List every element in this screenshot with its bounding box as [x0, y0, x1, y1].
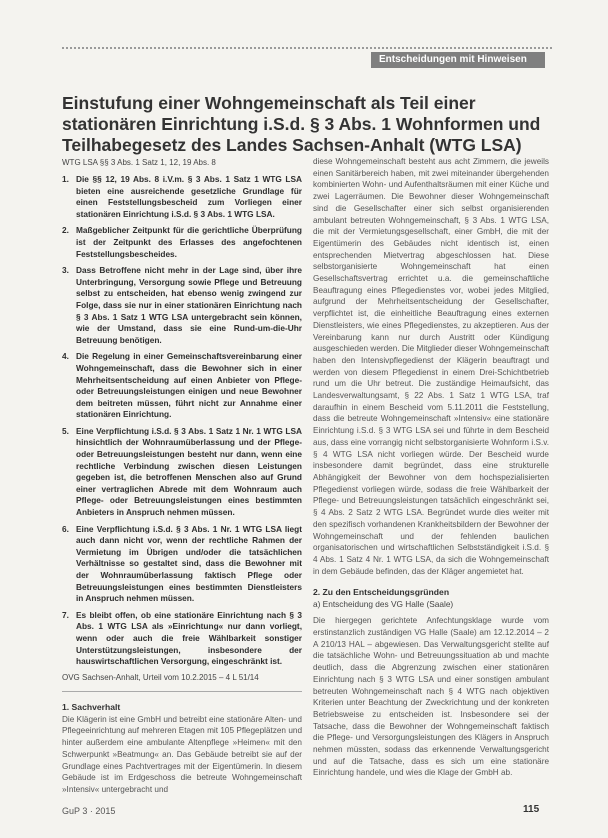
headnote: 2. Maßgeblicher Zeitpunkt für die gerichtliche Überprüfung ist der Zeitpunkt des Erlasses des angefochtenen Feststellungsbescheides.	[62, 225, 302, 259]
statute-citation: WTG LSA §§ 3 Abs. 1 Satz 1, 12, 19 Abs. 8	[62, 158, 216, 167]
left-column	[62, 174, 302, 796]
body-paragraph: diese Wohngemeinschaft besteht aus acht Zimmern, die jeweils einen Sanitärbereich haben, mit zwei miteinander übergehenden kombinierten Wohn- und Aufenthaltsräumen mit einer Küche und zwei Lagerräumen. Die Bewohner dieser Wohngemeinschaft sind die Gesellschafter einer sich selbst organisierenden ambulant betreuten Wohngemeinschaft, § 3 Abs. 1 WTG LSA, die mit der Vermietungsgesellschaft, einer GmbH, die mit der Eigentümerin des Gebäudes nicht identisch ist, einen entsprechenden Mietvertrag abgeschlossen hat. Diese selbstorganisierte Wohngemeinschaft hat einen Gesellschaftsvertrag errichtet u.a. die gemeinschaftliche Beauftragung eines Pflegedienstes vor, wobei jedes Mitglied, aufgrund der Mehrheitsentscheidung der Gesellschafter, verpflichtet ist, die einheitliche Beauftragung eines externen Dienstleisters, wie eines Pflegedienstes, zu akzeptieren. Aus der Vereinbarung kann nur durch Austritt oder Kündigung ausgeschieden werden. Die Mitglieder dieser Wohngemeinschaft haben den Intensivpflegedienst der Klägerin beauftragt und werden von diesem Pflegedienst in einem Drei-Schichtbetrieb rund um die Uhr betreut. Die zuständige Heimaufsicht, das Landesverwaltungsamt, § 22 Abs. 1 Satz 1 WTG LSA, traf daraufhin in einem Bescheid vom 5.11.2011 die Feststellung, dass die betreute Wohngemeinschaft »Intensiv« eine stationäre Einrichtung i.S.d. § 3 WTG LSA sei und führte in dem Bescheid aus, dass eine vorrangig nicht selbstorganisierte Wohnform i.S.v. § 4 WTG LSA nicht vorliegen würde. Der Bescheid wurde insbesondere damit begründet, dass eine strukturelle Abhängigkeit der Bewohner von dem hochspezialisierten Pflegedienst vorliegen würde, sodass die freie Wählbarkeit der Pflege- und Betreuungsleistungen tatsächlich eingeschränkt sei, § 4 Abs. 2 Satz 2 WTG LSA. Begründet wurde dies weiter mit den spezifisch vorhandenen Krankheitsbildern der Bewohner der Wohngemeinschaft und der fehlenden baulichen organisatorischen und wirtschaftlichen Selbstständigkeit i.S.d. § 4 Abs. 1 Satz 4 Nr. 1 WTG LSA, da sich die Wohngemeinschaft in dem Gebäude befinden, das der Kläger angemietet hat.	[313, 157, 549, 576]
headnote: 4. Die Regelung in einer Gemeinschaftsvereinbarung einer Wohngemeinschaft, dass die Bewohner sich in einer Mehrheitsentscheidung auf einen Anbieter von Pflege- oder Betreuungsleistungen einigen und neue Bewohner dem beitreten müssen, führt nicht zur Annahme einer stationären Einrichtung.	[62, 351, 302, 420]
headnote: 3. Dass Betroffene nicht mehr in der Lage sind, über ihre Unterbringung, Versorgung sowie Pflege und Betreuung selbst zu entscheiden, hat ebenso wenig zwingend zur Folge, dass sie nur in einer stationären Einrichtung nach § 3 Abs. 1 Satz 1 WTG LSA untergebracht sein können, wie der Umstand, dass sie eine Rund-um-die-Uhr Betreuung benötigen.	[62, 265, 302, 345]
body-paragraph: Die hiergegen gerichtete Anfechtungsklage wurde vom erstinstanzlich zuständigen VG Halle (Saale) am 12.12.2014 – 2 A 210/13 HAL – abgewiesen. Das Verwaltungsgericht stellte auf die tatsächliche Wohn- und Betreuungssituation ab und machte deutlich, dass die Abgrenzung zwischen einer stationären Einrichtung nach § 3 WTG LSA und einer sonstigen ambulant betreuten Wohngemeinschaft nach § 4 WTG nach objektiven Kriterien unter Beachtung der Zweckrichtung und der konkreten Betriebsweise zu entscheiden ist. Insbesondere sei der Tatsache, dass die Bewohner der Wohngemeinschaft faktisch die Pflege- und Versorgungsleistungen des Klägers in Anspruch nehmen müssten, sodass das erkennende Verwaltungsgericht und auf die Tatsache, dass es sich um eine stationäre Einrichtung handele, und wies die Klage der GmbH ab.	[313, 616, 549, 778]
headnotes-list	[62, 174, 302, 668]
headnote: 1. Die §§ 12, 19 Abs. 8 i.V.m. § 3 Abs. 1 Satz 1 WTG LSA bieten eine ausreichende gesetzliche Grundlage für einen Feststellungsbescheid zum Vorliegen einer stationären Einrichtung i.S.d. § 3 Abs. 1 WTG LSA.	[62, 174, 302, 219]
divider	[62, 691, 302, 692]
facts-paragraph: Die Klägerin ist eine GmbH und betreibt eine stationäre Alten- und Pflegeeinrichtung auf mehreren Etagen mit 105 Pflegeplätzen und hinter außerdem eine ambulante Altenpflege »Heimen« mit den Schwerpunkt »Beatmung« an. Das Gebäude betreibt sie auf der Grundlage eines Pachtvertrages mit der Eigentümerin. In diesem Gebäude ist im Erdgeschoss die betreute Wohngemeinschaft »Intensiv« untergebracht und	[62, 714, 302, 794]
article-title: Einstufung einer Wohngemeinschaft als Teil einer stationären Einrichtung i.S.d. § 3 Abs. 1 Wohnformen und Teilhabegesetz des Landes Sachsen-Anhalt (WTG LSA)	[62, 93, 541, 155]
subsection-heading: a) Entscheidung des VG Halle (Saale)	[313, 599, 454, 610]
headnote: 6. Eine Verpflichtung i.S.d. § 3 Abs. 1 Nr. 1 WTG LSA liegt auch dann nicht vor, wenn der rechtliche Rahmen der Vermietung im Übrigen und/oder die tatsächlichen Verhältnisse so gestaltet sind, dass die Bewohner mit der Wohnraumüberlassung faktisch Pflege oder Betreuungsleistungen eines bestimmten Dienstleisters in Anspruch nehmen müssen.	[62, 523, 302, 604]
section-heading-reasons: 2. Zu den Entscheidungsgründen	[313, 587, 450, 598]
top-rule	[62, 47, 552, 49]
decision-source: OVG Sachsen-Anhalt, Urteil vom 10.2.2015 – 4 L 51/14	[62, 672, 259, 682]
page-number: 115	[523, 804, 540, 815]
right-column	[313, 156, 549, 779]
section-label: Entscheidungen mit Hinweisen	[371, 52, 545, 68]
headnote: 5. Eine Verpflichtung i.S.d. § 3 Abs. 1 Satz 1 Nr. 1 WTG LSA hinsichtlich der Wohnraumüberlassung und der Pflege- oder Betreuungsleistungen besteht nur dann, wenn eine rechtliche Verbindung zwischen diesen Leistungen gegeben ist, die betroffenen Menschen also auf Grund einer vertraglichen Abrede mit dem Wohnraum auch Pflege- oder Betreuungsleistungen eines bestimmten Anbieters in Anspruch nehmen müssen.	[62, 425, 302, 518]
journal-footer: GuP 3 · 2015	[62, 806, 116, 816]
section-heading-facts: 1. Sachverhalt	[62, 701, 121, 712]
headnote: 7. Es bleibt offen, ob eine stationäre Einrichtung nach § 3 Abs. 1 WTG LSA als »Einrichtung« nur dann vorliegt, wenn oder auch die freie Wählbarkeit sonstiger Unterstützungsleistungen, insbesondere der hauswirtschaftlichen Versorgung, eingeschränkt ist.	[62, 609, 302, 667]
